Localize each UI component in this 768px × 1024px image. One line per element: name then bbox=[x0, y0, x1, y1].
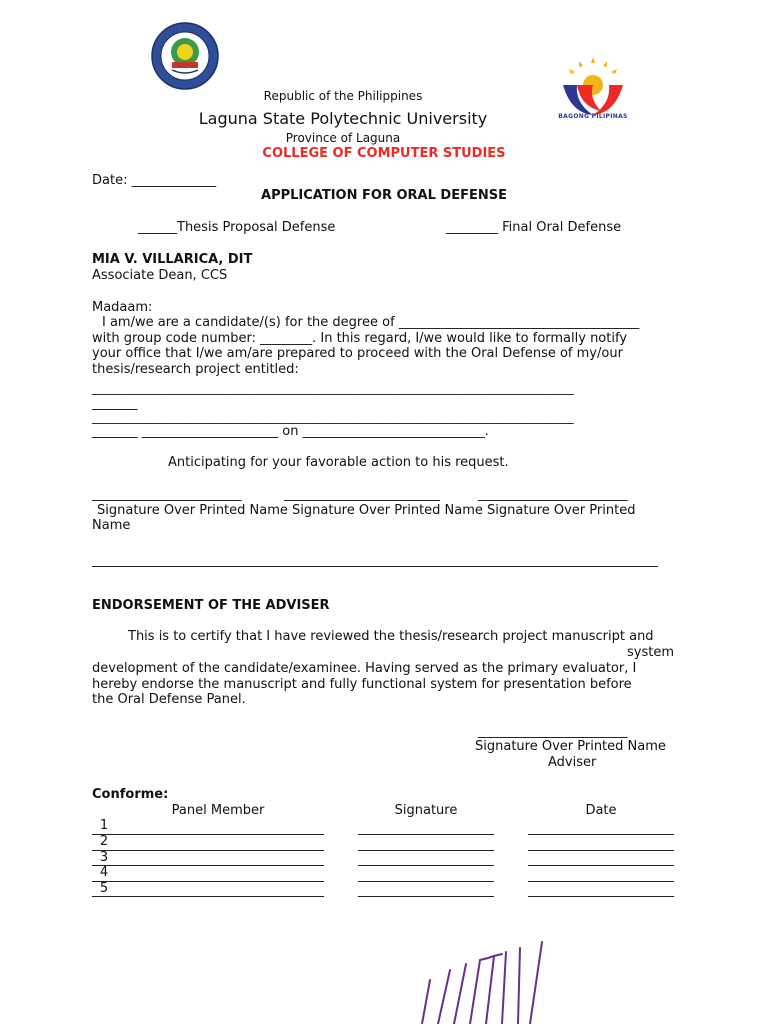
panel-member-line bbox=[92, 850, 324, 851]
row-number: 1 bbox=[99, 818, 109, 833]
endorsement-line-5: the Oral Defense Panel. bbox=[92, 692, 246, 707]
signature-line-3: _______________________ bbox=[478, 487, 628, 502]
row-number: 3 bbox=[99, 850, 109, 865]
signature-caption-line-1: Signature Over Printed Name Signature Over Printed Name Signature Over Printed bbox=[97, 503, 636, 518]
letter-line-4: thesis/research project entitled: bbox=[92, 362, 299, 377]
title-blank-line-d: _______ _____________________ on ____________________________. bbox=[92, 424, 489, 439]
letter-closing: Anticipating for your favorable action to his request. bbox=[168, 455, 509, 470]
column-signature: Signature bbox=[394, 803, 458, 818]
header-province: Province of Laguna bbox=[285, 131, 401, 145]
header-republic: Republic of the Philippines bbox=[263, 89, 423, 103]
conforme-label: Conforme: bbox=[92, 787, 169, 802]
adviser-role: Adviser bbox=[548, 755, 597, 770]
adviser-signature-line: _______________________ bbox=[478, 724, 628, 739]
row-number: 2 bbox=[99, 834, 109, 849]
endorsement-line-4: hereby endorse the manuscript and fully functional system for presentation before bbox=[92, 677, 632, 692]
title-blank-line-c: ___________________________________________________________________________________ bbox=[92, 410, 574, 424]
panel-date-line bbox=[528, 865, 674, 866]
panel-signature-line bbox=[358, 881, 494, 882]
panel-signature-line bbox=[358, 896, 494, 897]
endorsement-line-3: development of the candidate/examinee. Having served as the primary evaluator, I bbox=[92, 661, 637, 676]
bagong-pilipinas-logo-text: BAGONG PILIPINAS bbox=[558, 113, 628, 120]
date-field: Date: _____________ bbox=[92, 173, 217, 188]
signature-line-2: ________________________ bbox=[284, 487, 440, 502]
title-blank-line-b: _______ bbox=[92, 396, 138, 411]
letter-line-2: with group code number: ________. In this regard, I/we would like to formally notify bbox=[92, 331, 628, 346]
panel-date-line bbox=[528, 896, 674, 897]
addressee-position: Associate Dean, CCS bbox=[92, 268, 228, 283]
divider-line bbox=[92, 566, 658, 567]
decorative-scribble bbox=[410, 940, 560, 1024]
row-number: 5 bbox=[99, 881, 109, 896]
panel-signature-line bbox=[358, 834, 494, 835]
panel-date-line bbox=[528, 834, 674, 835]
column-panel-member: Panel Member bbox=[171, 803, 265, 818]
signature-line-1: _______________________ bbox=[92, 487, 242, 502]
endorsement-heading: ENDORSEMENT OF THE ADVISER bbox=[92, 598, 330, 613]
option-thesis-proposal: ______Thesis Proposal Defense bbox=[138, 220, 336, 235]
university-seal-logo bbox=[150, 22, 220, 90]
panel-signature-line bbox=[358, 850, 494, 851]
option-final-oral: ________ Final Oral Defense bbox=[446, 220, 622, 235]
endorsement-line-2: system bbox=[627, 645, 674, 660]
endorsement-line-1: This is to certify that I have reviewed the thesis/research project manuscript and bbox=[128, 629, 654, 644]
panel-member-line bbox=[92, 896, 324, 897]
panel-signature-line bbox=[358, 865, 494, 866]
letter-salutation: Madaam: bbox=[92, 300, 153, 315]
title-blank-line-a: ___________________________________________________________________________________ bbox=[92, 381, 574, 395]
header-university: Laguna State Polytechnic University bbox=[198, 109, 488, 128]
signature-caption-line-2: Name bbox=[92, 518, 131, 533]
panel-date-line bbox=[528, 881, 674, 882]
column-date: Date bbox=[585, 803, 617, 818]
header-college: COLLEGE OF COMPUTER STUDIES bbox=[262, 146, 506, 161]
letter-line-3: your office that I/we am/are prepared to proceed with the Oral Defense of my/our bbox=[92, 346, 623, 361]
form-title: APPLICATION FOR ORAL DEFENSE bbox=[261, 188, 507, 203]
panel-member-line bbox=[92, 881, 324, 882]
row-number: 4 bbox=[99, 865, 109, 880]
panel-member-line bbox=[92, 865, 324, 866]
letter-line-1: I am/we are a candidate/(s) for the degree of _____________________________________ bbox=[102, 315, 640, 330]
adviser-signature-caption: Signature Over Printed Name bbox=[475, 739, 666, 754]
panel-date-line bbox=[528, 850, 674, 851]
addressee-name: MIA V. VILLARICA, DIT bbox=[92, 252, 253, 267]
panel-member-line bbox=[92, 834, 324, 835]
